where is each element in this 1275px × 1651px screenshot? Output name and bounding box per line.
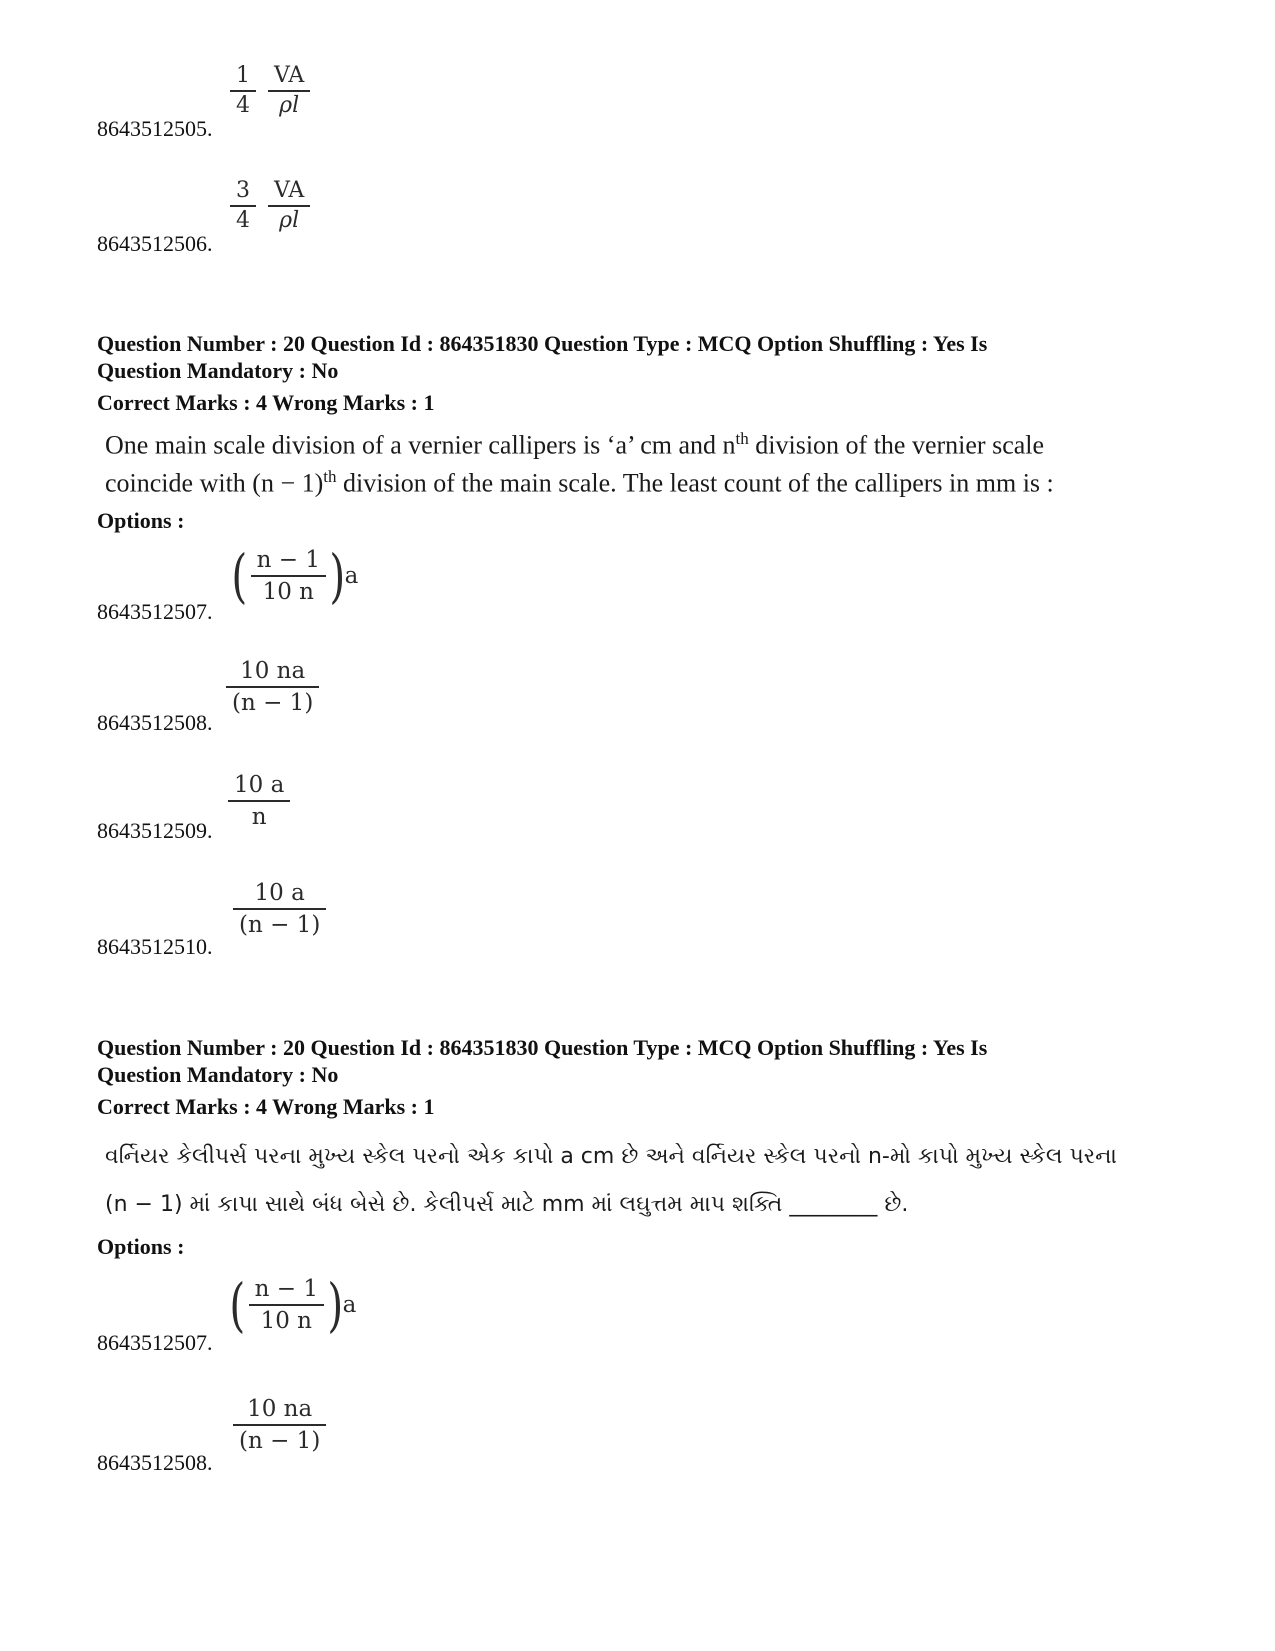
question-text-line: વર્નિયર કેલીપર્સ પરના મુખ્ય સ્કેલ પરનો એક કાપો a cm છે અને વર્નિયર સ્કેલ પરનો n-મો કાપો મુખ્ય સ્કેલ પરના <box>105 1144 1117 1169</box>
question-header: Question Number : 20 Question Id : 864351830 Question Type : MCQ Option Shuffling : Yes Is <box>97 1035 988 1060</box>
option-formula <box>230 62 310 120</box>
numerator: VA <box>274 178 305 203</box>
fraction <box>233 1394 326 1456</box>
fraction-main <box>268 62 310 120</box>
option-id: 8643512510. <box>97 934 213 959</box>
numerator: n − 1 <box>256 547 320 573</box>
fraction <box>226 656 319 718</box>
fraction <box>251 545 326 607</box>
denominator: 4 <box>236 93 250 118</box>
fraction-main <box>268 177 310 235</box>
text-part: One main scale division of a vernier callipers is ‘a’ cm and n <box>105 430 736 460</box>
right-paren: ) <box>327 1271 344 1339</box>
denominator: 10 n <box>262 579 314 605</box>
suffix: a <box>342 1292 357 1318</box>
option-formula <box>233 878 326 940</box>
fraction-coefficient <box>230 177 256 235</box>
denominator: (n − 1) <box>239 1428 321 1454</box>
denominator: ρl <box>279 93 300 118</box>
text-part: division of the vernier scale <box>748 430 1045 460</box>
text-part: division of the main scale. The least count of the callipers in mm is : <box>336 468 1054 498</box>
suffix: a <box>344 563 359 589</box>
question-marks: Correct Marks : 4 Wrong Marks : 1 <box>97 390 435 415</box>
denominator: n <box>251 804 267 830</box>
superscript: th <box>323 467 337 486</box>
option-formula <box>226 656 319 718</box>
denominator: 10 n <box>260 1308 312 1334</box>
option-id: 8643512507. <box>97 599 213 624</box>
numerator: VA <box>274 63 305 88</box>
left-paren: ( <box>231 542 248 610</box>
denominator: 4 <box>236 208 250 233</box>
numerator: 3 <box>236 178 250 203</box>
option-id: 8643512508. <box>97 710 213 735</box>
numerator: 10 na <box>240 658 306 684</box>
question-text-line: (n − 1) માં કાપા સાથે બંધ બેસે છે. કેલીપર્સ માટે mm માં લઘુત્તમ માપ શક્તિ ________ છે. <box>105 1192 909 1217</box>
question-mandatory: Question Mandatory : No <box>97 358 339 383</box>
fraction <box>249 1274 324 1336</box>
numerator: n − 1 <box>254 1276 318 1302</box>
numerator: 10 a <box>254 880 305 906</box>
option-formula <box>230 177 310 235</box>
options-label: Options : <box>97 508 185 533</box>
option-id: 8643512507. <box>97 1330 213 1355</box>
denominator: (n − 1) <box>239 912 321 938</box>
numerator: 1 <box>236 63 250 88</box>
numerator: 10 a <box>234 772 285 798</box>
fraction <box>228 770 290 832</box>
option-id: 8643512505. <box>97 116 213 141</box>
numerator: 10 na <box>247 1396 313 1422</box>
right-paren: ) <box>329 542 346 610</box>
denominator: ρl <box>279 208 300 233</box>
fraction <box>233 878 326 940</box>
options-label: Options : <box>97 1234 185 1259</box>
fraction-coefficient <box>230 62 256 120</box>
option-id: 8643512508. <box>97 1450 213 1475</box>
question-header: Question Number : 20 Question Id : 864351830 Question Type : MCQ Option Shuffling : Yes Is <box>97 331 988 356</box>
option-id: 8643512509. <box>97 818 213 843</box>
option-formula <box>228 542 359 610</box>
option-formula <box>226 1271 357 1339</box>
option-formula <box>233 1394 326 1456</box>
left-paren: ( <box>229 1271 246 1339</box>
option-id: 8643512506. <box>97 231 213 256</box>
question-marks: Correct Marks : 4 Wrong Marks : 1 <box>97 1094 435 1119</box>
option-formula <box>228 770 290 832</box>
question-text-line <box>105 458 1054 503</box>
superscript: th <box>735 429 749 448</box>
text-part: coincide with (n − 1) <box>105 468 324 498</box>
question-mandatory: Question Mandatory : No <box>97 1062 339 1087</box>
denominator: (n − 1) <box>232 690 314 716</box>
